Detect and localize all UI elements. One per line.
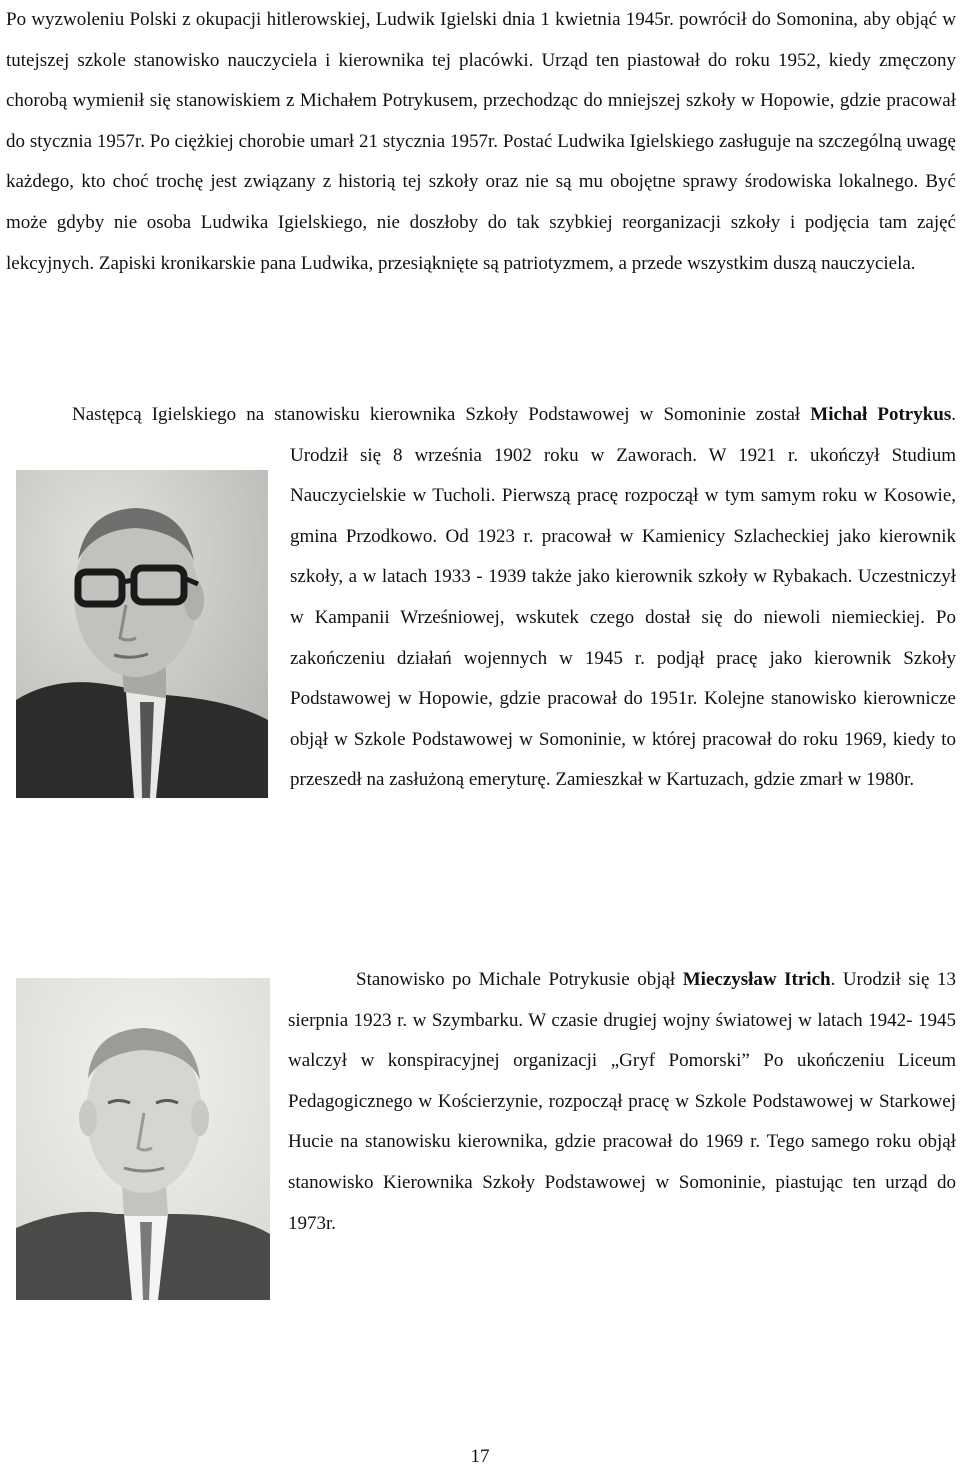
paragraph-itrich-intro: Stanowisko po Michale Potrykusie objął [356, 969, 683, 990]
name-michal-potrykus: Michał Potrykus [810, 404, 952, 425]
paragraph-itrich [288, 960, 956, 1244]
paragraph-itrich-text: . Urodził się 13 sierpnia 1923 r. w Szymbarku. W czasie drugiej wojny światowej w latach 1942- 1945 walczył w konspiracyjnej organizacji „Gryf Pomorski” Po ukończeniu Liceum Pedagogicznego w Kościerzynie, rozpoczął pracę w Szkole Podstawowej w Starkowej Hucie na stanowisku kierownika, gdzie pracował do 1969 r. Tego samego roku objął stanowisko Kierownika Szkoły Podstawowej w Somoninie, piastując ten urząd do 1973r. [288, 969, 956, 1234]
name-mieczyslaw-itrich: Mieczysław Itrich [682, 969, 831, 990]
paragraph-igielski [6, 0, 956, 284]
page-number: 17 [470, 1446, 490, 1467]
paragraph-potrykus-intro: Następcą Igielskiego na stanowisku kierownika Szkoły Podstawowej w Somoninie został [72, 404, 811, 425]
portrait-photo-potrykus [16, 470, 268, 798]
paragraph-igielski-text: Po wyzwoleniu Polski z okupacji hitlerowskiej, Ludwik Igielski dnia 1 kwietnia 1945r. powrócił do Somonina, aby objąć w tutejszej szkole stanowisko nauczyciela i kierownika tej placówki. Urząd ten piastował do roku 1952, kiedy zmęczony chorobą wymienił się stanowiskiem z Michałem Potrykusem, przechodząc do mniejszej szkoły w Hopowie, gdzie pracował do stycznia 1957r. Po ciężkiej chorobie umarł 21 stycznia 1957r. Postać Ludwika Igielskiego zasługuje na szczególną uwagę każdego, kto choć trochę jest związany z historią tej szkoły oraz nie są mu obojętne sprawy środowiska lokalnego. Być może gdyby nie osoba Ludwika Igielskiego, nie doszłoby do tak szybkiej reorganizacji szkoły i podjęcia tam zajęć lekcyjnych. Zapiski kronikarskie pana Ludwika, przesiąknięte są patriotyzmem, a przede wszystkim duszą nauczyciela. [6, 9, 956, 274]
paragraph-potrykus-text: . Urodził się 8 września 1902 roku w Zaworach. W 1921 r. ukończył Studium Nauczycielskie w Tucholi. Pierwszą pracę rozpoczął w tym samym roku w Kosowie, gmina Przodkowo. Od 1923 r. pracował w Kamienicy Szlacheckiej jako kierownik szkoły, a w latach 1933 - 1939 także jako kierownik szkoły w Rybakach. Uczestniczył w Kampanii Wrześniowej, wskutek czego dostał się do niewoli niemieckiej. Po zakończeniu działań wojennych w 1945 r. podjął pracę jako kierownik Szkoły Podstawowej w Hopowie, gdzie pracował do 1951r. Kolejne stanowisko kierownicze objął w Szkole Podstawowej w Somoninie, w której pracował do roku 1969, kiedy to przeszedł na zasłużoną emeryturę. Zamieszkał w Kartuzach, gdzie zmarł w 1980r. [290, 404, 956, 791]
portrait-photo-itrich [16, 978, 270, 1300]
